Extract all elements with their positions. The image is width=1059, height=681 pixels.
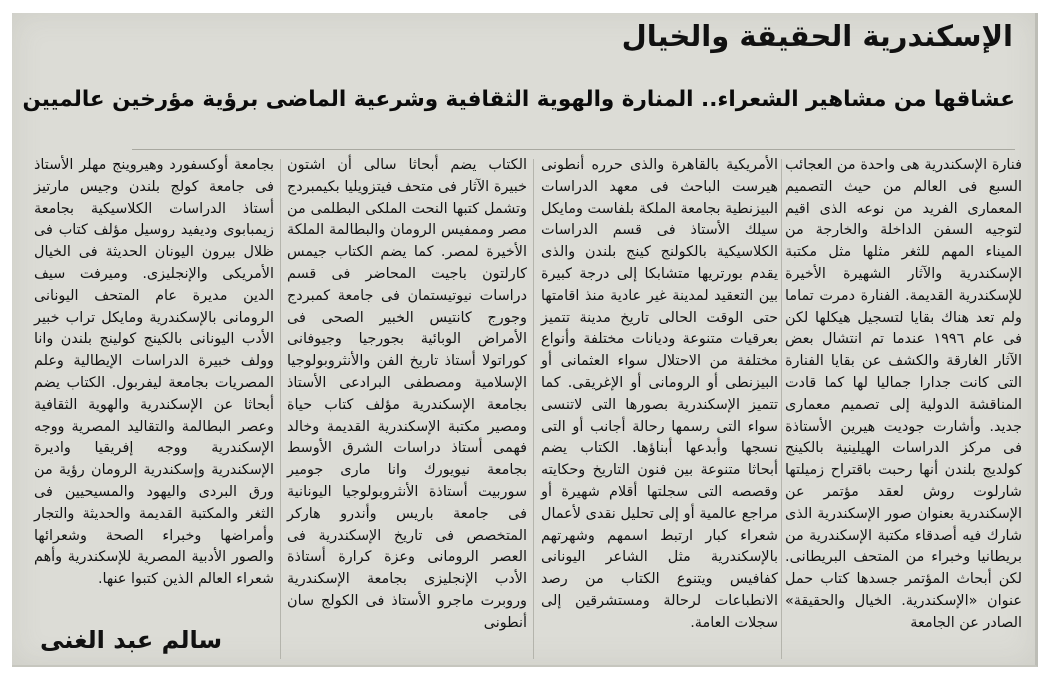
column-text: الكتاب يضم أبحاثا سالى أن اشتون خبيرة الآثار فى متحف فيتزويليا بكيمبردج وتشمل كتبها النحت الملكى البطلمى من مصر وممفيس الرومان والبطالمة الملكة الأخيرة لمصر. كما يضم الكتاب جيمس كارلتون باجيت المحاضر فى قسم دراسات نيوتيستمان فى جامعة كمبردج وجورج كانتيس الخبير الصحى فى الأمراض الوبائية بجورجيا وجيوفانى كوراتولا أستاذ تاريخ الفن والأنثروبولوجيا الإسلامية ومصطفى البرادعى الأستاذ بجامعة الإسكندرية مؤلف كتاب حياة ومصير مكتبة الإسكندرية القديمة وخالد فهمى أستاذ دراسات الشرق الأوسط بجامعة نيويورك وانا مارى جومير سوربيت أستاذة الأنثروبولوجيا اليونانية فى جامعة باريس وأندرو هاركر المتخصص فى تاريخ الإسكندرية فى العصر الرومانى وعزة كرارة أستاذة الأدب الإنجليزى بجامعة الإسكندرية وروبرت ماجرو الأستاذ فى الكولج سان أنطونى (287, 157, 527, 631)
column-text: فنارة الإسكندرية هى واحدة من العجائب السبع فى العالم من حيث التصميم المعمارى الفريد من نوعه الذى اقيم لتوجيه السفن الداخلة والخارجة من الميناء المهم للثغر مثلها مثل مكتبة الإسكندرية والآثار الشهيرة الأخيرة للإسكندرية القديمة. الفنارة دمرت تماما ولم تعد هناك بقايا لتسجيل هيكلها لكن فى عام ١٩٩٦ عندما تم انتشال بعض الآثار الغارقة والكشف عن بقايا الفنارة التى كانت جدارا جماليا لها كما قادت المناقشة الدولية إلى تصميم معمارى جديد. وأشارت جوديت هيرين الأستاذة فى مركز الدراسات الهيلينية بالكينج كولديج بلندن أنها رحبت باقتراح زميلتها شارلوت روش لعقد مؤتمر عن الإسكندرية بعنوان صور الإسكندرية الذى شارك فيه أصدقاء مكتبة الإسكندرية من بريطانيا وخبراء من المتحف البريطانى. لكن أبحاث المؤتمر جسدها كتاب حمل عنوان «الإسكندرية. الخيال والحقيقة» الصادر عن الجامعة (785, 157, 1022, 631)
newspaper-clipping (12, 13, 1038, 667)
column-text: الأمريكية بالقاهرة والذى حرره أنطونى هيرست الباحث فى معهد الدراسات البيزنطية بجامعة الملكة بلفاست ومايكل سيلك الأستاذ فى قسم الدراسات الكلاسيكية بالكولنج كينج بلندن والذى يقدم بورتريها متشابكا إلى درجة كبيرة بين التعقيد لمدينة غير عادية منذ اقامتها حتى الوقت الحالى تاريخ مدينة تتميز بعرقيات متنوعة وديانات مختلفة وأنواع مختلفة من الاحتلال سواء العثمانى أو البيزنطى أو الرومانى أو الإغريقى. كما تتميز الإسكندرية بصورها التى لاتنسى سواء التى رسمها رحالة أجانب أو التى نسجها وأبدعها أبناؤها. الكتاب يضم أبحاثا متنوعة بين فنون التاريخ وحكايته وقصصه التى سجلتها أقلام شهيرة أو مراجع عالمية أو إلى تحليل نقدى لأعمال شعراء كبار ارتبط اسمهم وشهرتهم بالإسكندرية مثل الشاعر اليونانى كفافيس ويتنوع الكتاب من رصد الانطباعات لرحالة ومستشرقين إلى سجلات العامة. (541, 157, 778, 631)
headline-divider (132, 149, 1015, 150)
article-column-3 (287, 155, 527, 635)
column-divider (533, 159, 534, 659)
article-headline: عشاقها من مشاهير الشعراء.. المنارة والهوية الثقافية وشرعية الماضى برؤية مؤرخين عالميين (22, 87, 1015, 112)
article-column-1 (785, 155, 1022, 635)
article-kicker: الإسكندرية الحقيقة والخيال (621, 19, 1013, 53)
article-column-4 (34, 155, 274, 591)
column-text: بجامعة أوكسفورد وهيروينج مهلر الأستاذ فى جامعة كولج بلندن وجيس مارتيز أستاذ الدراسات الكلاسيكية بجامعة زيمبابوى وديفيد روسيل مؤلف كتاب فى ظلال بيرون اليونان الحديثة فى الخيال الأمريكى والإنجليزى. وميرفت سيف الدين مديرة عام المتحف اليونانى الرومانى بالإسكندرية ومايكل تراب خبير الأدب اليونانى بالكينج كولينج بلندن وانا وولف خبيرة الدراسات الإيطالية وعلم المصريات بجامعة ليفربول. الكتاب يضم أبحاثا عن الإسكندرية والهوية الثقافية وعصر البطالمة والتقاليد المصرية ووجه الإسكندرية ووجه إفريقيا واديرة الإسكندرية وإسكندرية الرومان رؤية من ورق البردى واليهود والمسيحيين فى الثغر والمكتبة القديمة والحديثة والتجار وأمراضها وخبراء الصحة وشعرائها والصور الأدبية المصرية للإسكندرية وأهم شعراء العالم الذين كتبوا عنها. (34, 157, 274, 588)
column-divider (781, 159, 782, 659)
column-divider (280, 159, 281, 659)
author-byline: سالم عبد الغنى (40, 626, 223, 654)
article-column-2 (541, 155, 778, 635)
